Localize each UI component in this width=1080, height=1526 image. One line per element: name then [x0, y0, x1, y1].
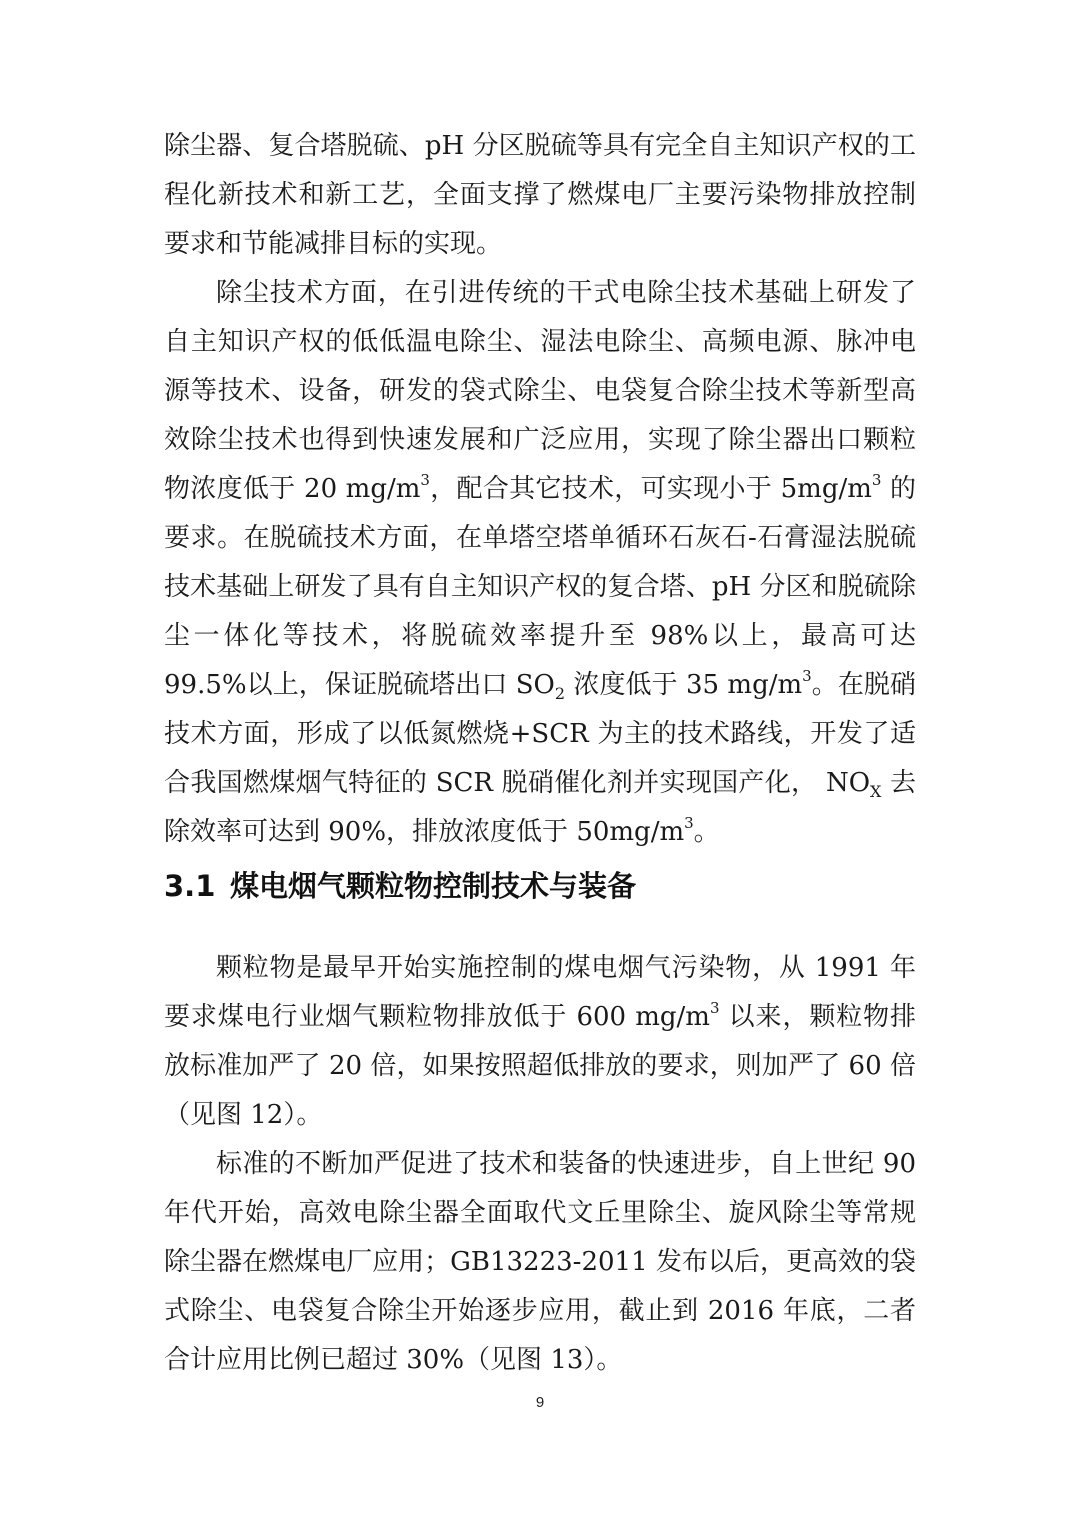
paragraph-continuation: 除尘器、复合塔脱硫、pH 分区脱硫等具有完全自主知识产权的工程化新技术和新工艺，全面支撑了燃煤电厂主要污染物排放控制要求和节能减排目标的实现。: [164, 131, 916, 259]
body-text-bottom: [164, 944, 916, 1385]
section-heading: [164, 864, 916, 908]
paragraph-standards-progress: 标准的不断加严促进了技术和装备的快速进步，自上世纪 90 年代开始，高效电除尘器全面取代文丘里除尘、旋风除尘等常规除尘器在燃煤电厂应用；GB13223-2011 发布以后，更高效的袋式除尘、电袋复合除尘开始逐步应用，截止到 2016 年底，二者合计应用比例已超过 30%（见图 13）。: [164, 1149, 916, 1375]
body-text-top: [164, 122, 916, 857]
paragraph-technology-overview: 除尘技术方面，在引进传统的干式电除尘技术基础上研发了自主知识产权的低低温电除尘、湿法电除尘、高频电源、脉冲电源等技术、设备，研发的袋式除尘、电袋复合除尘技术等新型高效除尘技术也得到快速发展和广泛应用，实现了除尘器出口颗粒物浓度低于 20 $mg/m^3$，配合其它技术，可实现小于 $5mg/m^3$ 的要求。在脱硫技术方面，在单塔空塔单循环石灰石-石膏湿法脱硫技术基础上研发了具有自主知识产权的复合塔、pH 分区和脱硫除尘一体化等技术，将脱硫效率提升至 98%以上，最高可达 99.5%以上，保证脱硫塔出口 $SO_2$ 浓度低于 35 $mg/m^3$。在脱硝技术方面，形成了以低氮燃烧+SCR 为主的技术路线，开发了适合我国燃煤烟气特征的 SCR 脱硝催化剂并实现国产化， $NO_X$ 去除效率可达到 90%，排放浓度低于 $50mg/m^3$。: [164, 278, 916, 847]
section-title: 煤电烟气颗粒物控制技术与装备: [230, 869, 637, 903]
page-number: 9: [535, 1394, 545, 1411]
paragraph-particulate-history: 颗粒物是最早开始实施控制的煤电烟气污染物，从 1991 年要求煤电行业烟气颗粒物排放低于 600 $mg/m^3$ 以来，颗粒物排放标准加严了 20 倍，如果按照超低排放的要求，则加严了 60 倍（见图 12）。: [164, 953, 916, 1130]
section-number: 3.1: [164, 869, 216, 903]
